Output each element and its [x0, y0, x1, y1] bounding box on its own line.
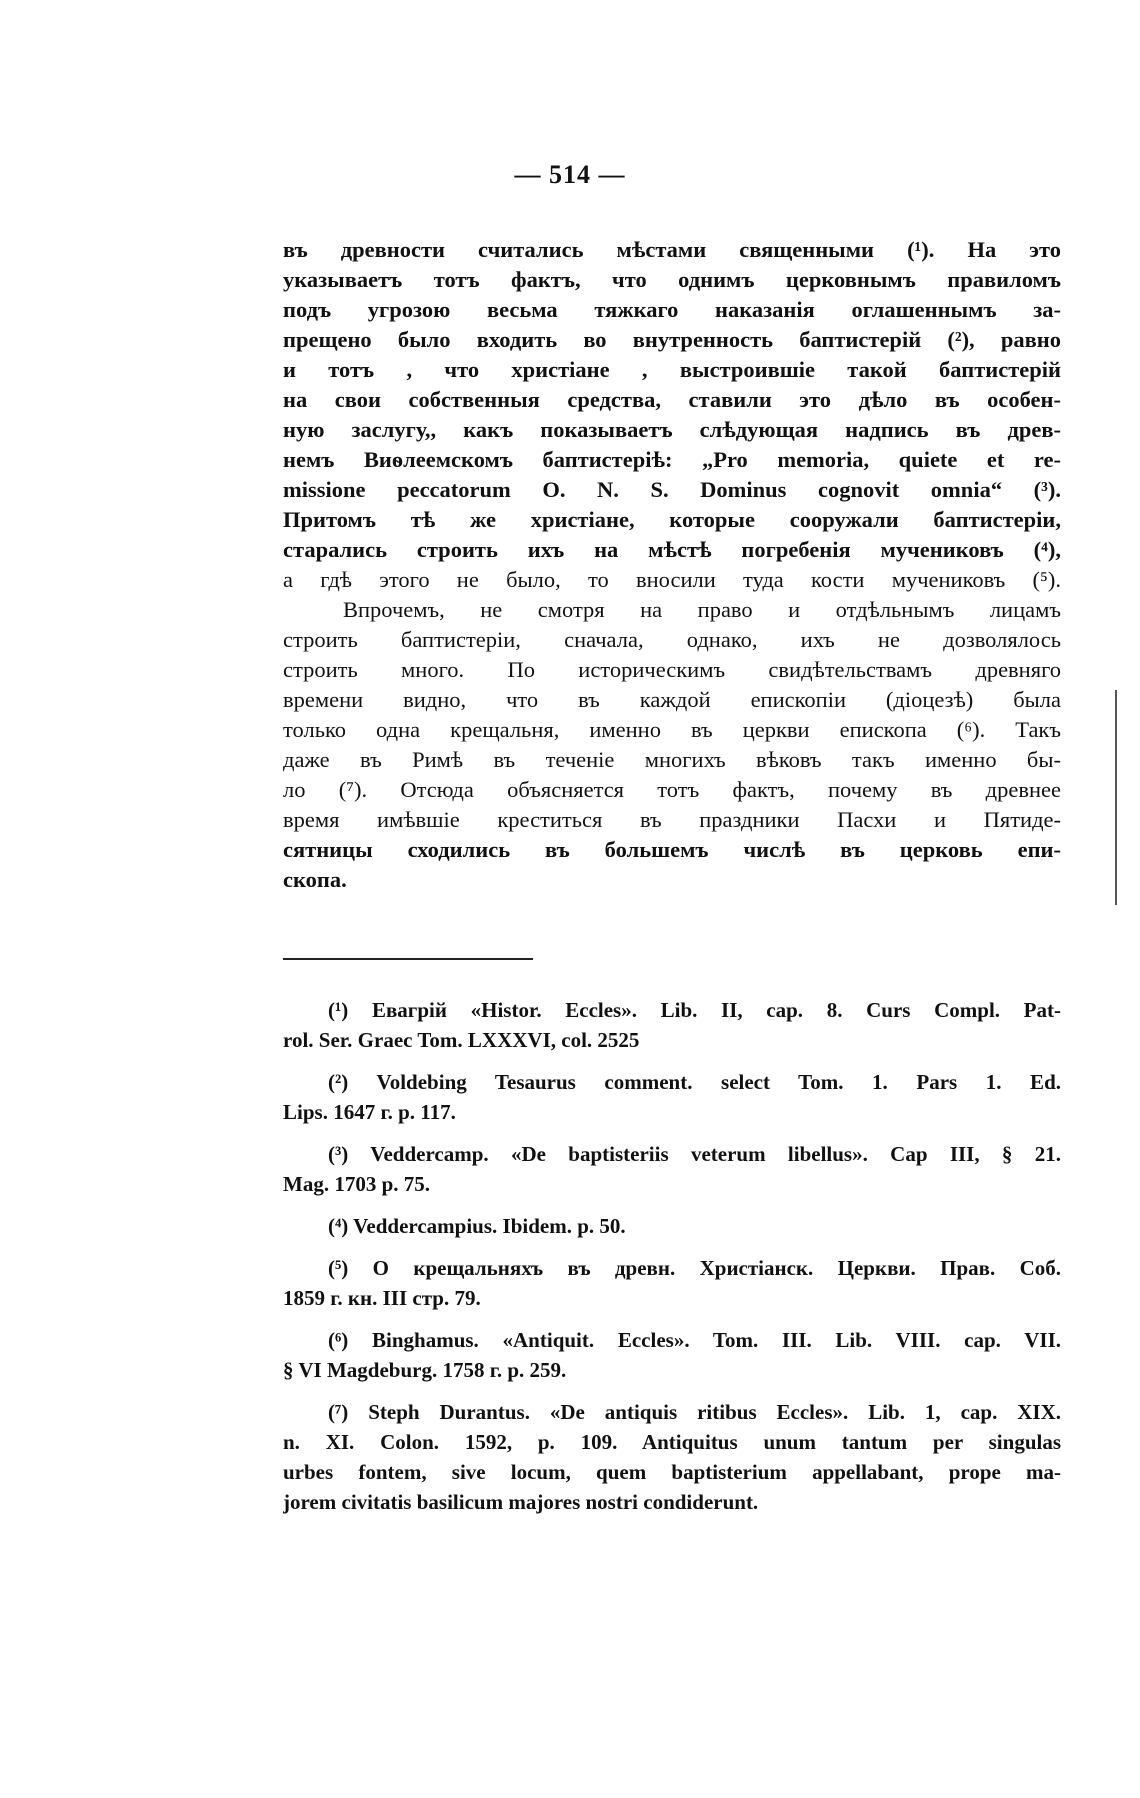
- footnote-text: Steph Durantus. «De antiquis ritibus Eccles». Lib. 1, cap. XIX.: [368, 1400, 1061, 1424]
- footnote: [283, 1397, 1061, 1517]
- footnote-line: rol. Ser. Graec Tom. LXXXVI, col. 2525: [283, 1028, 640, 1052]
- footnote: [283, 995, 1061, 1055]
- page-number: — 514 —: [514, 160, 626, 189]
- footnote-line: 1859 г. кн. III стр. 79.: [283, 1286, 481, 1310]
- footnote: [283, 1139, 1061, 1199]
- footnote-line: jorem civitatis basilicum majores nostri condiderunt.: [283, 1490, 759, 1514]
- text-line: ную заслугу,, какъ показываетъ слѣдующая надпись въ древ-: [283, 417, 1061, 442]
- body-text: [283, 235, 1061, 895]
- footnote-divider: [283, 958, 533, 960]
- footnote-text: Евагрій «Histor. Eccles». Lib. II, cap. 8. Curs Compl. Pat-: [371, 998, 1061, 1022]
- footnote-text: О крещальняхъ въ древн. Христіанск. Церкви. Прав. Соб.: [372, 1256, 1061, 1280]
- footnote-line: § VI Magdeburg. 1758 г. р. 259.: [283, 1358, 567, 1382]
- text-line: даже въ Римѣ въ теченіе многихъ вѣковъ такъ именно бы-: [283, 747, 1061, 772]
- text-line: сятницы сходились въ большемъ числѣ въ церковь епи-: [283, 837, 1061, 862]
- text-line: времени видно, что въ каждой епископіи (діоцезѣ) была: [283, 687, 1061, 712]
- footnote-line: Mag. 1703 р. 75.: [283, 1172, 430, 1196]
- footnote-line: urbes fontem, sive locum, quem baptisterium appellabant, prope ma-: [283, 1460, 1061, 1484]
- footnote-line: n. XI. Colon. 1592, p. 109. Antiquitus unum tantum per singulas: [283, 1430, 1061, 1454]
- footnote-line: [283, 1067, 1061, 1097]
- footnote-line: Lips. 1647 г. р. 117.: [283, 1100, 456, 1124]
- footnote-mark: (⁷): [328, 1400, 349, 1424]
- footnote-line: [283, 995, 1061, 1025]
- footnote-line: [283, 1253, 1061, 1283]
- text-line: ло (⁷). Отсюда объясняется тотъ фактъ, почему въ древнее: [283, 777, 1061, 802]
- text-line: только одна крещальня, именно въ церкви епископа (⁶). Такъ: [283, 717, 1061, 742]
- text-line: немъ Виѳлеемскомъ баптистеріѣ: „Pro memoria, quiete et re-: [283, 447, 1061, 472]
- text-line: указываетъ тотъ фактъ, что однимъ церковнымъ правиломъ: [283, 267, 1061, 292]
- text-line: строить баптистеріи, сначала, однако, ихъ не дозволялось: [283, 627, 1061, 652]
- text-line: missione peccatorum O. N. S. Dominus cognovit omnia“ (³).: [283, 477, 1061, 502]
- margin-rule: [1115, 690, 1117, 905]
- footnote-text: Veddercampius. Ibidem. p. 50.: [353, 1214, 626, 1238]
- footnote-mark: (⁶): [328, 1328, 349, 1352]
- footnote-line: [283, 1397, 1061, 1427]
- footnote-mark: (⁵): [328, 1256, 349, 1280]
- text-line: время имѣвшіе креститься въ праздники Пасхи и Пятиде-: [283, 807, 1061, 832]
- footnote-text: Voldebing Tesaurus comment. select Tom. 1. Pars 1. Ed.: [376, 1070, 1061, 1094]
- footnote: [283, 1067, 1061, 1127]
- footnote-mark: (²): [328, 1070, 349, 1094]
- footnote: [283, 1211, 1061, 1241]
- footnote: [283, 1253, 1061, 1313]
- text-line: старались строить ихъ на мѣстѣ погребенія мучениковъ (⁴),: [283, 537, 1061, 562]
- text-line: подъ угрозою весьма тяжкаго наказанія оглашеннымъ за-: [283, 297, 1061, 322]
- footnotes: [283, 995, 1061, 1529]
- footnote-text: Veddercamp. «De baptisteriis veterum libellus». Cap III, § 21.: [370, 1142, 1061, 1166]
- footnote-text: Binghamus. «Antiquit. Eccles». Tom. III. Lib. VIII. cap. VII.: [372, 1328, 1061, 1352]
- footnote: [283, 1325, 1061, 1385]
- text-line: Притомъ тѣ же христіане, которые сооружали баптистеріи,: [283, 507, 1061, 532]
- text-line: строить много. По историческимъ свидѣтельствамъ древняго: [283, 657, 1061, 682]
- footnote-line: [283, 1211, 1061, 1241]
- footnote-line: [283, 1139, 1061, 1169]
- text-line: на свои собственныя средства, ставили это дѣло въ особен-: [283, 387, 1061, 412]
- text-line: въ древности считались мѣстами священными (¹). На это: [283, 237, 1061, 262]
- paragraph-start-line: Впрочемъ, не смотря на право и отдѣльнымъ лицамъ: [343, 597, 1061, 622]
- text-line: а гдѣ этого не было, то вносили туда кости мучениковъ (⁵).: [283, 567, 1061, 592]
- footnote-mark: (³): [328, 1142, 349, 1166]
- footnote-mark: (⁴): [328, 1214, 349, 1238]
- footnote-mark: (¹): [328, 998, 349, 1022]
- text-line: скопа.: [283, 867, 347, 892]
- text-line: прещено было входить во внутренность баптистерій (²), равно: [283, 327, 1061, 352]
- text-line: и тотъ , что христіане , выстроившіе такой баптистерій: [283, 357, 1061, 382]
- footnote-line: [283, 1325, 1061, 1355]
